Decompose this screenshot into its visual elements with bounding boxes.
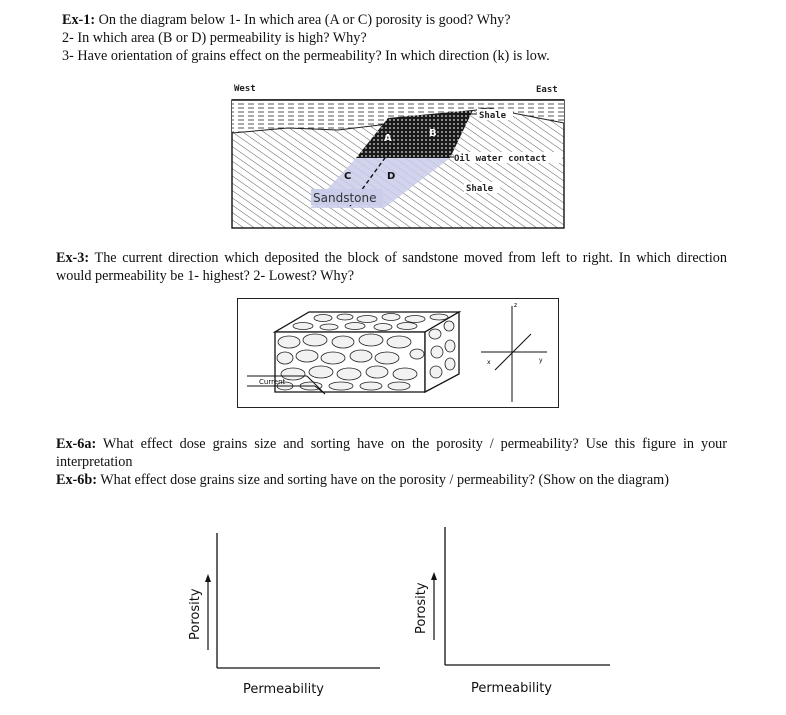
area-c-label: C <box>344 171 352 182</box>
shale-top-label: Shale <box>479 111 507 121</box>
porosity-permeability-graph-right <box>405 522 620 700</box>
ex1-question-line2: 2- In which area (B or D) permeability is high? Why? <box>62 30 367 46</box>
ex6b-label: Ex-6b: <box>56 472 97 488</box>
shale-right-label: Shale <box>466 184 494 194</box>
permeability-label-left: Permeability <box>243 682 324 697</box>
cross-section-diagram <box>228 78 568 236</box>
current-label: Current <box>259 378 286 386</box>
porosity-label-right: Porosity <box>414 582 429 634</box>
area-d-label: D <box>387 171 396 182</box>
area-a-label: A <box>384 133 392 144</box>
ex6a-label: Ex-6a: <box>56 436 97 452</box>
axis-z-label: z <box>514 302 518 309</box>
ex1-label: Ex-1: <box>62 12 96 28</box>
sandstone-block-diagram <box>237 298 559 408</box>
ex1-question-line3: 3- Have orientation of grains effect on the permeability? In which direction (k) is low. <box>62 48 550 64</box>
porosity-label-left: Porosity <box>188 588 203 640</box>
west-label: West <box>234 84 256 94</box>
area-b-label: B <box>429 128 437 139</box>
ex6a-question: Ex-6a: What effect dose grains size and sorting have on the porosity / permeability? Use this figure in your interpretation <box>56 436 727 470</box>
ex3-question: Ex-3: The current direction which deposited the block of sandstone moved from left to right. In which direction would permeability be 1- highest? 2- Lowest? Why? <box>56 250 727 284</box>
ex6b-question: Ex-6b: What effect dose grains size and sorting have on the porosity / permeability? (Show on the diagram) <box>56 472 669 488</box>
axis-y-label: y <box>539 357 543 364</box>
permeability-label-right: Permeability <box>471 681 552 696</box>
axis-x-label: x <box>487 359 491 366</box>
oil-water-contact-label: Oil water contact <box>454 154 547 164</box>
porosity-permeability-graph-left <box>180 528 395 703</box>
ex3-label: Ex-3: <box>56 250 90 266</box>
east-label: East <box>536 85 558 95</box>
sandstone-label: Sandstone <box>313 191 377 205</box>
ex1-question-line1: Ex-1: On the diagram below 1- In which area (A or C) porosity is good? Why? <box>62 12 511 28</box>
